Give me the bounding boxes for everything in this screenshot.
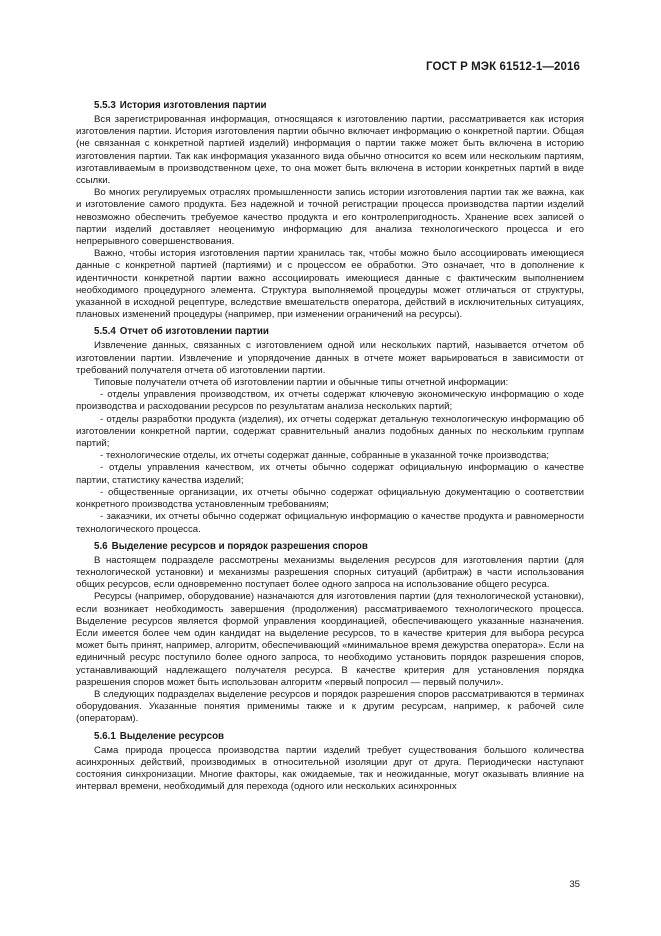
paragraph: Вся зарегистрированная информация, относящаяся к изготовлению партии, рассматривается как история изготовления партии. История изготовления партии обычно включает информацию о конкретной партии. Общая (не связанная с конкретной партией изделий) информация о партии также может быть включена в историю изготовления партии. Так как информация указанного вида обычно относится ко всем или нескольким партиям, изготавливаемым в производственном цехе, то она может быть включена в истории конкретных партий в виде ссылки.	[76, 114, 584, 187]
section-number: 5.5.3	[94, 100, 116, 111]
section-title: История изготовления партии	[119, 100, 267, 111]
section-heading	[76, 99, 584, 112]
section-title: Отчет об изготовлении партии	[119, 326, 269, 338]
standard-header: ГОСТ Р МЭК 61512-1—2016	[426, 61, 580, 73]
section-heading	[76, 730, 584, 743]
paragraph: Ресурсы (например, оборудование) назначаются для изготовления партии (для технологической установки), если возникает необходимость завершения (продолжения) рассматриваемого технологического процесса. Выделение ресурсов является формой управления координацией, обеспечивающего указанные назначения. Если имеется более чем один кандидат на выделение ресурсов, то в качестве критерия для выбора ресурса может быть принят, например, алгоритм, обеспечивающий «минимальное время дежурства оператора». Если на единичный ресурс поступило более одного запроса, то необходимо установить порядок разрешения споров, устанавливающий надлежащего получателя ресурса. В качестве критерия для установления порядка разрешения споров может быть использован алгоритм «первый попросил — первый получил».	[76, 591, 584, 688]
document-body	[76, 95, 584, 793]
paragraph: Сама природа процесса производства партии изделий требует существования большого количества асинхронных действий, производимых в относительной изоляции друг от друга. Периодически наступают состояния синхронизации. Многие факторы, как ожидаемые, так и неожиданные, могут оказывать влияние на интервал времени, необходимый для перехода (одного или нескольких асинхронных	[76, 744, 584, 793]
paragraph: В настоящем подразделе рассмотрены механизмы выделения ресурсов для изготовления партии (для технологической установки) и механизмы разрешения спорных ситуаций (арбитраж) в части использования общих ресурсов, если одновременно поступает более одного запроса на использование общего ресурса.	[76, 554, 584, 591]
section-title: Выделение ресурсов и порядок разрешения споров	[111, 540, 368, 552]
section-number: 5.6	[94, 540, 108, 552]
list-item: - отделы разработки продукта (изделия), их отчеты содержат детальную технологическую информацию об изготовлении конкретной партии, содержат сравнительный анализ подобных данных по нескольким группам партий;	[76, 413, 584, 450]
section-heading	[76, 325, 584, 338]
paragraph: Типовые получатели отчета об изготовлении партии и обычные типы отчетной информации:	[94, 377, 509, 389]
paragraph: В следующих подразделах выделение ресурсов и порядок разрешения споров рассматриваются в терминах оборудования. Указанные понятия применимы также и к другим ресурсам, например, к рабочей силе (операторам).	[76, 688, 584, 725]
paragraph: Важно, чтобы история изготовления партии хранилась так, чтобы можно было ассоциировать имеющиеся данные с конкретной партией (партиями) и с процессом ее обработки. Это означает, что в дополнение к идентичности конкретной партии важно ассоциировать имеющиеся данные с фактическим выполнением необходимого процедурного элемента. Структура выполняемой процедуры может отличаться от структуры, указанной в исходной рецептуре, вследствие вмешательств оператора, действий в исключительных ситуациях, плановых изменений процедуры (например, при изменении ограничений на ресурсы).	[76, 248, 584, 321]
section-number: 5.6.1	[94, 730, 116, 742]
paragraph: Извлечение данных, связанных с изготовлением одной или нескольких партий, называется отчетом об изготовлении партии. Извлечение и упорядочение данных в отчете может варьироваться в зависимости от требований получателя отчета об изготовлении партии.	[76, 340, 584, 376]
paragraph: Во многих регулируемых отраслях промышленности запись истории изготовления партии так же важна, как и изготовление самого продукта. Без надежной и точной регистрации процесса производства партии изделий невозможно обеспечить требуемое качество продукта и его контролепригодность. Хранение всех записей о партии изделий доставляет неоценимую информацию для анализа технологического процесса и его непрерывного совершенствования.	[76, 187, 584, 248]
section-heading	[76, 540, 584, 553]
section-title: Выделение ресурсов	[119, 730, 225, 742]
section-number: 5.5.4	[94, 326, 116, 338]
list-item: - заказчики, их отчеты обычно содержат официальную информацию о качестве продукта и равномерности технологического процесса.	[76, 511, 584, 535]
list-item: - технологические отделы, их отчеты содержат данные, собранные в указанной точке производства;	[100, 450, 550, 462]
list-item: - отделы управления качеством, их отчеты обычно содержат официальную информацию о качестве партии, статистику качества изделий;	[76, 462, 584, 486]
list-item: - общественные организации, их отчеты обычно содержат официальную документацию о соответствии конкретного производства установленным требованиям;	[76, 486, 584, 511]
page-number: 35	[569, 879, 580, 890]
list-item: - отделы управления производством, их отчеты содержат ключевую экономическую информацию о ходе производства и расходовании ресурсов по результатам анализа нескольких партий;	[76, 389, 584, 413]
